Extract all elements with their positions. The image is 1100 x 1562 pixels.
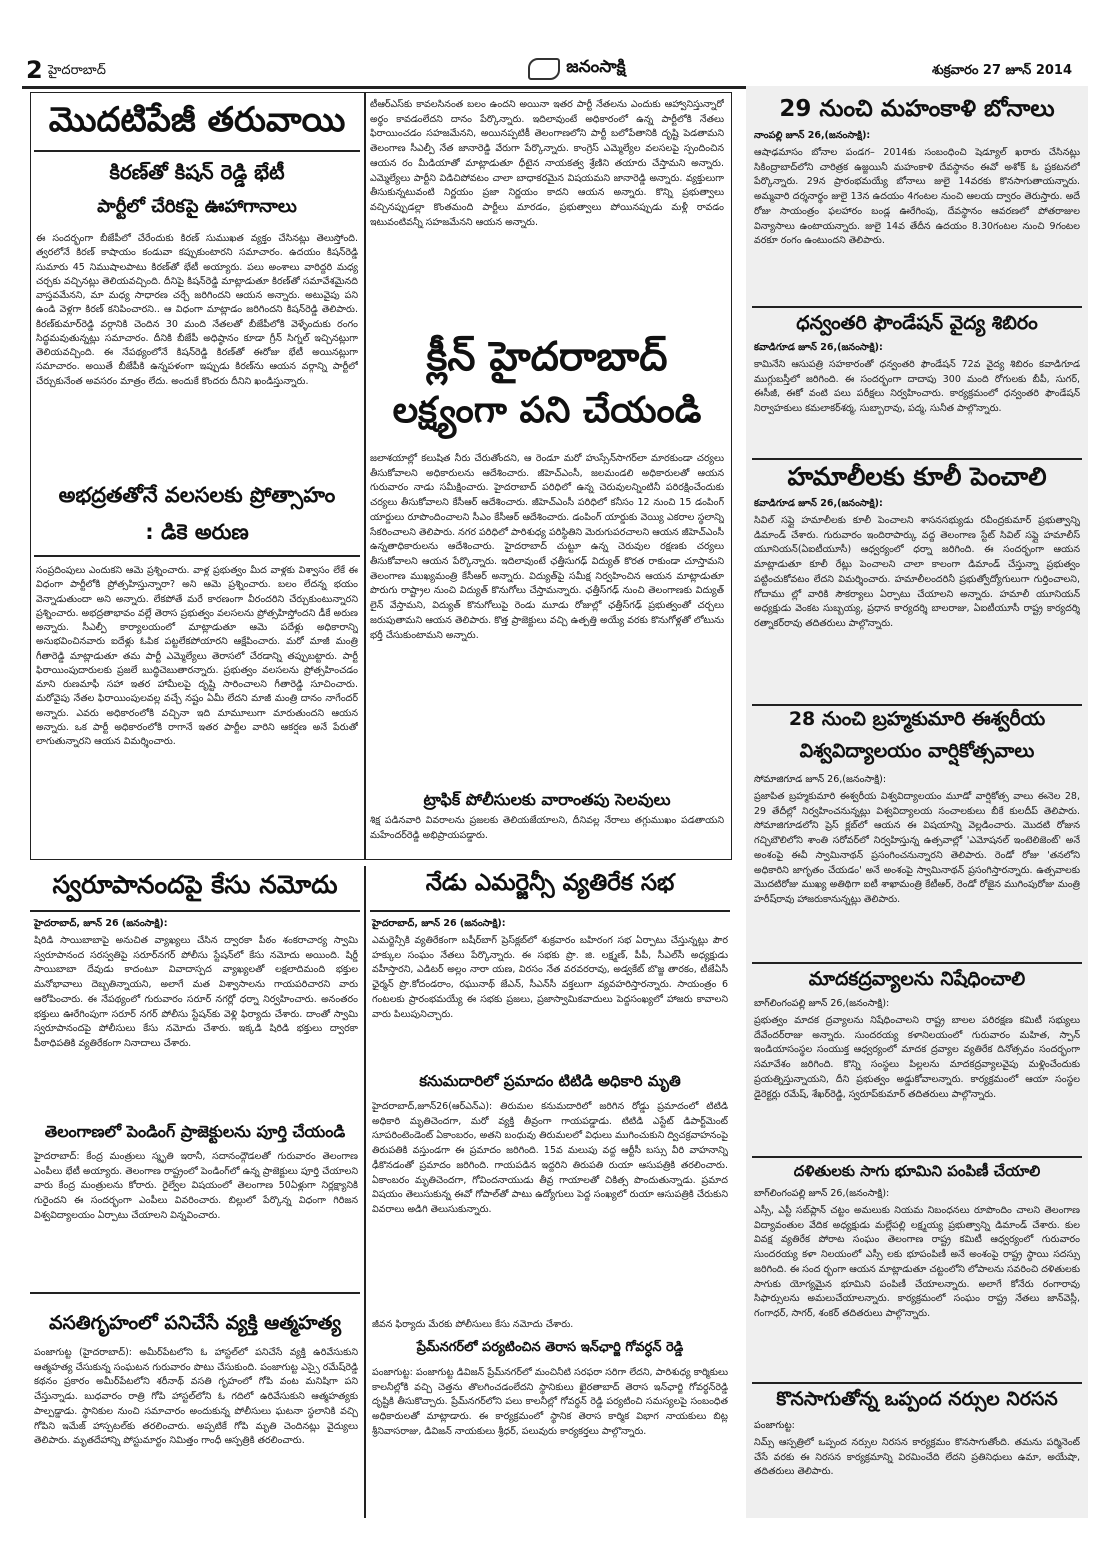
logo-mark-icon — [528, 58, 560, 80]
nurses-protest-dateline: పంజాగుట్ట: — [754, 1420, 795, 1431]
hamali-dateline: కవాడిగూడ జూన్ 26,(జనంసాక్షి): — [754, 498, 883, 509]
hostel-suicide-body: పంజాగుట్ట (హైదరాబాద్): అమీర్‌పేటలోని ఓ హాస్టల్‌లో పనిచేసే వ్యక్తి ఉరివేసుకుని ఆత్మహత్య చేసుకున్న సంఘటన గురువారం పొటు చేసుకుంది. పంజాగుట్ట ఎస్సై రమేష్‌రెడ్డి కథనం ప్రకారం అమీర్‌పేటలోని శరీనాథ్ వసతి గృహంలో గోపి వంట మనిషిగా పని చేస్తున్నాడు. బుధవారం రాత్రి గోపి హాస్టల్‌లోని ఓ గదిలో ఉరివేసుకుని ఆత్మహత్యకు పాల్పడ్డాడు. స్థానికుల నుంచి సమాచారం అందుకున్న పోలీసులు ఘటనా స్థలానికి వచ్చి గోపిని ఇమేజ్ హాస్పటల్‌కు తరలించారు. అప్పటికే గోపి మృతి చెందినట్లు వైద్యులు తెలిపారు. మృతదేహాన్ని పోస్టుమార్టం నిమిత్తం గాంధీ ఆస్పత్రికి తరలించారు. — [34, 1347, 358, 1447]
ttd-accident-body: హైదరాబాద్,జూన్26(ఆర్ఎన్ఎ): తిరుమల కనుమదారిలో జరిగిన రోడ్డు ప్రమాదంలో టిటిడి అధికారి మృతిచెందగా, మరో వ్యక్తి తీవ్రంగా గాయపడ్డాడు. టిటిడి ఎస్టేట్ డిపార్ట్‌మెంట్ సూపరింటెండెంట్ ఏకాంబరం, అతని బంధువు తిరుమలలో విధులు ముగించుకుని ద్విచక్రవాహనంపై తిరుపతికి వస్తుండగా ఈ ప్రమాదం జరిగింది. 15వ మలుపు వద్ద ఆర్టీసీ బస్సు వీరి వాహనాన్ని ఢీకొనడంతో ప్రమాదం జరిగింది. గాయపడిన ఇద్దరిని తిరుపతి రుయా ఆసుపత్రికి తరలించారు. ఏకాంబరం మృతిచెందగా, గోవిందనాయుడు తీవ్ర గాయాలతో చికిత్స పొందుతున్నాడు. ప్రమాద విషయం తెలుసుకున్న ఈవో గోపాల్‌తో పాటు ఉద్యోగులు పెద్ద సంఖ్యలో రుయా ఆసుపత్రికి చేరుకుని వివరాలు అడిగి తెలుసుకున్నారు. — [372, 1101, 728, 1216]
pending-projects-headline: తెలంగాణలో పెండింగ్ ప్రాజెక్టులను పూర్తి చేయండి — [44, 1122, 346, 1141]
banner-rule — [34, 150, 360, 152]
clean-hyderabad-headline: క్లీన్ హైదరాబాద్ — [426, 334, 668, 380]
brahmakumari-subheadline: విశ్వవిద్యాలయం వార్షికోత్సవాలు — [799, 740, 1035, 762]
brahmakumari-headline: 28 నుంచి బ్రహ్మకుమారి ఈశ్వరీయ — [788, 708, 1046, 730]
column-divider — [364, 92, 366, 860]
banner-title: మొదటిపేజీ తరువాయి — [48, 100, 346, 140]
logo-text: జనంసాక్షి — [566, 57, 626, 77]
premnagar-headline: ప్రేమ్‌నగర్‌లో పర్యటించిన తెరాస ఇన్‌ఛార్జి గోవర్ధన్ రెడ్డి — [416, 1340, 684, 1355]
masthead — [22, 56, 1078, 86]
logo — [502, 56, 652, 82]
ttd-accident-headline: కనుమదారిలో ప్రమాదం టిటిడి అధికారి మృతి — [419, 1072, 681, 1090]
bonalu-body: ఆషాఢమాసం బోనాల పండగ– 2014కు సంబంధించి షెడ్యూల్ ఖరారు చేసినట్లు సికింద్రాబాద్‌లోని చారిత్రక ఉజ్జయినీ మహంకాళి దేవస్థానం ఈవో అశోక్ ఓ ప్రకటనలో పేర్కొన్నారు. 29న ప్రారంభమయ్యే బోనాలు జులై 14వరకు కొనసాగుతాయన్నారు. అమ్మవారి దర్శనార్థం జులై 13న ఉదయం 4గంటల నుంచి ఆలయ ద్వారం తెరుస్తారు. అదే రోజు సాయంత్రం ఫలహారం బండ్ల ఊరేగింపు, దేవస్థానం ఆవరణలో పోతరాజుల విన్యాసాలు ఉంటాయన్నారు. జులై 14వ తేదీన ఉదయం 8.30గంటల నుంచి 9గంటల వరకూ రంగం ఉంటుందని తెలిపారు. — [754, 147, 1080, 247]
hostel-suicide-headline: వసతిగృహంలో పనిచేసే వ్యక్తి ఆత్మహత్య — [48, 1312, 342, 1334]
drugs-headline: మాదకద్రవ్యాలను నిషేధించాలి — [808, 968, 1026, 990]
issue-date: శుక్రవారం 27 జూన్ 2014 — [932, 63, 1072, 78]
aruna-rule — [34, 555, 360, 557]
col-c-rule-5 — [752, 1156, 1082, 1158]
story-kiran-body: ఈ సందర్భంగా బీజేపీలో చేరేందుకు కిరణ్ సుముఖత వ్యక్తం చేసినట్లు తెలుస్తోంది. త్వరలోనే కిరణ్ కాషాయం కండువా కప్పుకుంటారని సమాచారం. ఉదయం కిషన్‌రెడ్డి సుమారు 45 నిముషాలపాటు కిరణ్‌తో భేటీ అయ్యారు. పలు అంశాలు వారిద్దరి మధ్య చర్చకు వచ్చినట్లు తెలియవచ్చింది. దీనిపై కిషన్‌రెడ్డి మాట్లాడుతూ కిరణ్‌తో సమావేశమైనది వాస్తవమేనని, మా మధ్య సాధారణ చర్చే జరిగిందని ఆయన అన్నారు. అటువైపు పని ఉండి వెళ్లగా కిరణ్ కనిపించారని.. ఆ విధంగా మాట్లాడం జరిగిందని కిషన్‌రెడ్డి తెలిపారు. కిరణ్‌కుమార్‌రెడ్డి వర్గానికి చెందిన 30 మంది నేతలతో బీజేపీలోకి వెళ్ళేందుకు రంగం సిద్ధమవుతున్నట్లు సమాచారం. దీనికి బీజేపీ అధిష్ఠానం కూడా గ్రీన్ సిగ్నల్ ఇచ్చినట్లుగా తెలియవచ్చింది. ఈ నేపథ్యంలోనే కిషన్‌రెడ్డి కిరణ్‌తో ఈరోజు భేటీ అయినట్లుగా సమాచారం. అయితే బీజేపీకి ఉన్నపళంగా ఇప్పుడు కిరణ్‌ను ఆయన వర్గాన్ని పార్టీలో చేర్చుకునేంత అవసరం మాత్రం లేదు. అందుకే కొందరు దీనిని ఖండిస్తున్నారు. — [36, 233, 358, 387]
col-c-rule-1 — [752, 306, 1082, 308]
brahmakumari-body: ప్రజాపిత బ్రహ్మకుమారి ఈశ్వరీయ విశ్వవిద్యాలయం మూడో వార్షికోత్స వాలు ఈనెల 28, 29 తేదీల్లో నిర్వహించనున్నట్లు విశ్వవిద్యాలయ సంచాలకులు బీకే కులదీప్ తెలిపారు. సోమాజిగూడలోని ప్రెస్ క్లబ్‌లో ఆయన ఈ విషయాన్ని వెల్లడించారు. మొదటి రోజున గచ్చిబౌలిలోని శాంతి సరోవర్‌లో నిర్వహిస్తున్న ఉత్సవాల్లో 'ఎమోషనల్ ఇంటెలిజెంట్' అనే అంశంపై ఈవీ స్వామినాథన్ ప్రసంగించనున్నారని తెలిపారు. రెండో రోజు 'తనలోని అధికారిని జాగృతం చేయడం' అనే అంశంపై స్వామినాథన్ ప్రసంగిస్తారన్నారు. ఉత్సవాలకు మొదటిరోజు ముఖ్య అతిథిగా ఐటీ శాఖామంత్రి కేటీఆర్, రెండో రోజైన ముగింపురోజు మంత్రి హరీష్‌రావు హాజరుకానున్నట్లు తెలిపారు. — [754, 791, 1080, 906]
traffic-police-headline: ట్రాఫిక్ పోలీసులకు వారాంతపు సెలవులు — [423, 790, 671, 809]
lower-column-divider — [364, 866, 366, 1518]
emergency-meeting-body: ఎమర్జెన్సీకి వ్యతిరేకంగా బషీర్‌బాగ్ ప్రెస్‌క్లబ్‌లో శుక్రవారం బహిరంగ సభ ఏర్పాటు చేస్తున్నట్లు పౌర హక్కుల సంఘం నేతలు పేర్కొన్నారు. ఈ సభకు ప్రొ. జి. లక్ష్మణ్, పీపీ, సీఎల్‌సీ అధ్యక్షుడు వహీస్తారని, ఎడిటర్ అల్లం నారా యణ, విరసం నేత వరవరరావు, అడ్వకేట్ బొజ్జ తారకం, టీజేఏసీ ఛైర్మన్ ప్రొ.కోదండరాం, రఘునాథ్ జేఎన్, సీఎన్‌సీ వక్తలుగా వ్యవహరిస్తారన్నారు. సాయంత్రం 6 గంటలకు ప్రారంభమయ్యే ఈ సభకు ప్రజలు, ప్రజాస్వామికవాదులు పెద్దసంఖ్యలో హాజరు కావాలని వారు పిలుపునిచ్చారు. — [372, 935, 728, 1020]
pending-projects-rule — [30, 1292, 360, 1294]
story-kiran-subheadline: పార్టీలో చేరికపై ఊహాగానాలు — [97, 196, 297, 217]
bonalu-headline: 29 నుంచి మహంకాళి బోనాలు — [779, 96, 1055, 122]
ttd-accident-tail: జీవన ఫిర్యాదు మేరకు పోలీసులు కేసు నమోదు చేశారు. — [372, 1319, 574, 1330]
page-number: 2 — [26, 56, 43, 84]
emergency-meeting-headline: నేడు ఎమర్జెన్సీ వ్యతిరేక సభ — [425, 870, 675, 896]
story-aruna-headline: అభద్రతతోనే వలసలకు ప్రోత్సాహం — [58, 483, 336, 507]
brahmakumari-dateline: సోమాజిగూడ జూన్ 26,(జనంసాక్షి): — [754, 774, 887, 785]
col-c-rule-6 — [752, 1382, 1082, 1384]
nurses-protest-body: నిమ్స్ ఆస్పత్రిలో ఒప్పంద నర్సుల నిరసన కార్యక్రమం కొనసాగుతోంది. తమను పర్మినెంట్ చేసే వరకు ఈ నిరసన కార్యక్రమాన్ని విరమించేది లేదని ప్రతినిధులు ఉమా, అయేషా, తదితరులు తెలిపారు. — [754, 1437, 1080, 1478]
drugs-body: ప్రభుత్వం మాదక ద్రవ్యాలను నిషేధించాలని రాష్ట్ర బాలల పరిరక్షణ కమిటీ సభ్యులు దేవేందర్‌రాజు అన్నారు. సుందరయ్య కళానిలయంలో గురువారం మహిత, స్పాన్ ఇండియాసంస్థల సంయుక్త ఆధ్వర్యంలో మాదక ద్రవ్యాల వ్యతిరేక దినోత్సవం సందర్భంగా సమావేశం జరిగింది. కొన్ని సంస్థలు పిల్లలను మాదకద్రవ్యాలవైపు మళ్లించేందుకు ప్రయత్నిస్తున్నాయని, దీని ప్రభుత్వం అడ్డుకోవాలన్నారు. కార్యక్రమంలో ఆయా సంస్థల డైరెక్టర్లు రమేష్, శేఖర్‌రెడ్డి, స్వరూప్‌కుమార్ తదితరులు పాల్గొన్నారు. — [754, 1015, 1080, 1100]
section-name: హైదరాబాద్ — [48, 63, 106, 78]
dhanvantari-headline: ధన్వంతరి ఫౌండేషన్ వైద్య శిబిరం — [796, 312, 1038, 334]
premnagar-body: పంజాగుట్ట: పంజాగుట్ట డివిజన్ ప్రేమ్‌నగర్‌లో మంచినీటి సరఫరా సరిగా లేదని, పారిశుధ్య కార్మికులు కాలనీల్లోకి వచ్చి చెత్తను తొలగించడంలేదని స్థానికులు ఖైరతాబాద్ తెరాస ఇన్‌ఛార్జి గోవర్ధన్‌రెడ్డి దృష్టికి తీసుకొచ్చారు. ప్రేమ్‌నగర్‌లోని పలు కాలనీల్లో గోవర్ధన్ రెడ్డి పర్యటించి సమస్యలపై సంబంధిత అధికారులతో మాట్లాడారు. ఈ కార్యక్రమంలో స్థానిక తెరాస కార్మిక విభాగ నాయకులు బిట్ల శ్రీనివాసరాజు, డివిజన్ నాయకులు శ్రీధర్, పలువురు కార్యకర్తలు పాల్గొన్నారు. — [372, 1367, 728, 1437]
drugs-dateline: బాగ్‌లింగంపల్లి జూన్ 26,(జనంసాక్షి): — [754, 998, 890, 1009]
hamali-headline: హమాలీలకు కూలీ పెంచాలి — [787, 462, 1047, 491]
emergency-meeting-dateline: హైదరాబాద్, జూన్ 26 (జనంసాక్షి): — [372, 918, 506, 929]
clean-hyderabad-body: జలాశయాల్లో కలుషిత నీరు చేరుతోందని, ఆ రెండూ మరో హుస్సేన్‌సాగర్‌లా మారకుండా చర్యలు తీసుకోవాలని అధికారులను ఆదేశించారు. జీహెచ్‌ఎంసీ, జలమండలి అధికారులతో ఆయన గురువారం నాడు సమీక్షించారు. హైదరాబాద్ పరిధిలో ఉన్న చెరువులన్నింటినీ పరిరక్షించేందుకు చర్యలు తీసుకోవాలని కేసీఆర్ ఆదేశించారు. జీహెచ్‌ఎంసీ పరిధిలో కనీసం 12 నుంచి 15 డంపింగ్ యార్డులు రూపొందించాలని సీఎం కేసీఆర్ ఆదేశించారు. డంపింగ్ యార్డుకు వెయ్యి ఎకరాల స్థలాన్ని సేకరించాలని తెలిపారు. నగర పరిధిలో పారిశుధ్య పరిస్థితిని మెరుగుపరచాలని ఆయన జీహెచ్‌ఎంసీ ఉన్నతాధికారులను ఆదేశించారు. హైదరాబాద్ చుట్టూ ఉన్న చెరువుల రక్షణకు చర్యలు తీసుకోవాలని ఆయన పేర్కొన్నారు. ఇదిలావుంటే ఛత్తీసుగఢ్ విద్యుత్ కొరత రాకుండా చూస్తామని తెలంగాణ ముఖ్యమంత్రి కేసీఆర్ అన్నారు. విద్యుత్‌పై సమీక్ష నిర్వహించిన ఆయన మాట్లాడుతూ పొరుగు రాష్ట్రాల నుంచి విద్యుత్ కొనుగోలు చేస్తామన్నారు. ఛత్తీస్‌గఢ్ నుంచి తెలంగాణకు విద్యుత్ లైన్ వేస్తామని, విద్యుత్ కొనుగోలుపై రెండు మూడు రోజుల్లో ఛత్తీస్‌గఢ్ ప్రభుత్వంతో చర్చలు జరుపుతామని ఆయన తెలిపారు. కొత్త ప్రాజెక్టులు వచ్చి ఉత్పత్తి అయ్యే వరకు కొనుగోళ్లతో లోటును భర్తీ చేసుకుంటామని అన్నారు. — [370, 453, 724, 641]
story-kiran-headline: కిరణ్‌తో కిషన్ రెడ్డి భేటీ — [109, 160, 285, 184]
swaroopananda-body: షిరిడి సాయిబాబాపై అనుచిత వ్యాఖ్యలు చేసిన ద్వారకా పీఠం శంకరాచార్య స్వామి స్వరూపానంద సరస్వతిపై సరూర్‌నగర్ పోలీసు స్టేషన్‌లో కేసు నమోదు అయింది. షిర్డీ సాయిబాబా దేవుడు కాదంటూ వివాదాస్పద వ్యాఖ్యలతో లక్షలాదిమంది భక్తుల మనోభావాలు దెబ్బతిన్నాయని, అలాగే మత విశ్వాసాలను గాయపరిచారని వారు ఆరోపించారు. ఈ నేపథ్యంలో గురువారం సరూర్ నగర్లో ధర్నా నిర్వహించారు. అనంతరం భక్తులు ఊరేగింపుగా సరూర్ నగర్ పోలీసు స్టేషన్‌కు వెళ్లి ఫిర్యాదు చేశారు. దాంతో స్వామి స్వరూపానందపై పోలీసులు కేసు నమోదు చేశారు. ఇక్కడి షిరిడి భక్తులు ద్వారకా పీఠాధిపతికి వ్యతిరేకంగా నినాదాలు చేశారు. — [34, 935, 358, 1050]
col-c-rule-4 — [752, 962, 1082, 964]
story-aruna-body: సంప్రదింపులు ఎందుకని ఆమె ప్రశ్నించారు. వాళ్ల ప్రభుత్వం మీద వాళ్లకు విశ్వాసం లేకే ఈ విధంగా పార్టీలోకి ప్రోత్సహిస్తున్నారా? అని ఆమె ప్రశ్నించారు. బలం లేదన్న భయం వెన్నాడుతుందా అని అన్నారు. లేకపోతే మరే కారణంగా వీరందరిని చేర్చుకుంటున్నారని ప్రశ్నించారు. అభద్రతాభావం వల్లే తెరాస ప్రభుత్వం వలసలను ప్రోత్సహిస్తోందని డీకే అరుణ అన్నారు. సీఎల్పీ కార్యాలయంలో మాట్లాడుతూ ఆమె పదేళ్లు అధికారాన్ని అనుభవించినవారు ఐదేళ్లు ఓపిక పట్టలేకపోయారని ఆక్షేపించారు. మరో మాజీ మంత్రి గీతారెడ్డి మాట్లాడుతూ తమ పార్టీ ఎమ్మెల్యేలు తెరాసలో చేరడాన్ని తప్పుబట్టారు. పార్టీ ఫిరాయింపుదారులకు ప్రజలే బుద్ధిచెబుతారన్నారు. ప్రభుత్వం వలసలను ప్రోత్సహించడం మాని రుణమాఫీ సహా ఇతర హామీలపై దృష్టి సారించాలని గీతారెడ్డి సూచించారు. మరోవైపు నేతల ఫిరాయింపులవల్ల వచ్చే నష్టం ఏమీ లేదని మాజీ మంత్రి దానం నాగేందర్ అన్నారు. ఎవరు అధికారంలోకి వచ్చినా ఇది మామూలుగా మారుతుందని ఆయన అన్నారు. ఒక పార్టీ అధికారంలోకి రాగానే ఇతర పార్టీల వారిని ఆకర్షణ అనే పేరుతో లాగుతున్నారని ఆయన విమర్శించారు. — [36, 565, 358, 747]
swaroopananda-rule — [30, 910, 360, 912]
traffic-police-body: శిక్ష పడినవారి వివరాలను ప్రజలకు తెలియజేయాలని, దీనివల్ల నేరాలు తగ్గుముఖం పడతాయని మహేందర్‌రెడ్డి అభిప్రాయపడ్డారు. — [370, 815, 724, 841]
story-aruna-subheadline: : డికె అరుణ — [145, 520, 249, 544]
dalit-land-dateline: బాగ్‌లింగంపల్లి జూన్ 26,(జనంసాక్షి): — [754, 1188, 890, 1199]
story-continuation-body: టీఆర్‌ఎస్‌కు కావలసినంత బలం ఉందని అయినా ఇతర పార్టీ నేతలను ఎందుకు ఆహ్వానిస్తున్నారో అర్థం కావడంలేదని దానం పేర్కొన్నారు. ఇదిలావుంటే అధికారంలో ఉన్న పార్టీలోకి నేతలు ఫిరాయించడం సహజమేనని, అయినప్పటికీ తెలంగాణలోని పార్టీ బలోపేతానికి దృష్టి పెడతామని తెలంగాణ సీఎల్పీ నేత జానారెడ్డి వేరుగా పేర్కొన్నారు. కాంగ్రెస్ ఎమ్మెల్యేల వలసలపై స్పందించిన ఆయన రం మీడియాతో మాట్లాడుతూ ధీటైన నాయకత్వ శ్రేణిని తయారు చేస్తామని అన్నారు. ఎమ్మెల్యేలు పార్టీని విడిచిపోవటం చాలా బాధాకరమైన విషయమని జానారెడ్డి అన్నారు. వ్యక్తులుగా తీసుకున్నటువంటి నిర్ణయం ప్రజా నిర్ణయం కాదని ఆయన అన్నారు. కొన్ని ప్రభుత్వాలు వచ్చినప్పుడల్లా కొంతమంది పార్టీలు మారడం, ప్రభుత్వాలు పోయినప్పుడు మళ్లీ రావడం ఇటువంటివన్నీ సహజమేనని ఆయన అన్నారు. — [370, 99, 724, 228]
col-c-rule-2 — [752, 458, 1082, 460]
col-c-rule-3 — [752, 704, 1082, 706]
pending-projects-body: హైదరాబాద్: కేంద్ర మంత్రులు స్మృతి ఇరానీ, సదానంద్గౌడలతో గురువారం తెలంగాణ ఎంపీలు భేటీ అయ్యారు. తెలంగాణ రాష్ట్రంలో పెండింగ్‌లో ఉన్న ప్రాజెక్టులు పూర్తి చేయాలని వారు కేంద్ర మంత్రులను కోరారు. రైల్వేల విషయంలో తెలంగాణ 50ఏళ్లుగా నిర్లక్ష్యానికి గురైందని ఈ సందర్భంగా ఎంపీలు వివరించారు. బిల్లులో పేర్కొన్న విధంగా గిరిజన విశ్వవిద్యాలయం ఏర్పాటు చేయాలని విన్నవించారు. — [34, 1151, 358, 1221]
dalit-land-body: ఎస్సీ, ఎస్టీ సబ్‌ప్లాన్ చట్టం అమలుకు నియమ నిబంధనలు రూపొందిం చాలని తెలంగాణ విద్యావంతుల వేదిక అధ్యక్షుడు మల్లేపల్లి లక్ష్మయ్య ప్రభుత్వాన్ని డిమాండ్ చేశారు. కుల వివక్ష వ్యతిరేక పోరాట సంఘం తెలంగాణ రాష్ట్ర కమిటీ ఆధ్వర్యంలో గురువారం సుందరయ్య కళా నిలయంలో ఎస్సీ లకు భూపంపిణీ అనే అంశంపై రాష్ట్ర స్థాయి సదస్సు జరిగింది. ఈ సంద ర్భంగా ఆయన మాట్లాడుతూ చట్టంలోని లోపాలను సవరించి దళితులకు సాగుకు యోగ్యమైన భూమిని పంపిణీ చేయాలన్నారు. అలాగే కోనేరు రంగారావు సిఫార్సులను అమలుచేయాలన్నారు. కార్యక్రమంలో సంఘం రాష్ట్ర నేతలు జాన్‌వెస్లీ, గంగాధర్, సాగర్, శంకర్ తదితరులు పాల్గొన్నారు. — [754, 1205, 1080, 1320]
nurses-protest-headline: కొనసాగుతోన్న ఒప్పంద నర్సుల నిరసన — [776, 1388, 1058, 1410]
swaroopananda-dateline: హైదరాబాద్, జూన్ 26 (జనంసాక్షి): — [34, 918, 168, 929]
dalit-land-headline: దళితులకు సాగు భూమిని పంపిణీ చేయాలి — [793, 1162, 1041, 1180]
swaroopananda-headline: స్వరూపానందపై కేసు నమోదు — [52, 870, 338, 899]
clean-hyderabad-subheadline: లక్ష్యంగా పని చేయండి — [392, 390, 702, 431]
emergency-meeting-rule — [370, 910, 730, 912]
dhanvantari-body: కామినేని ఆసుపత్రి సహకారంతో ధన్వంతరి ఫౌండేషన్ 72వ వైద్య శిబిరం కవాడిగూడ ముగ్గుబస్తీలో జరిగింది. ఈ సందర్భంగా దాదాపు 300 మంది రోగులకు బీపీ, సుగర్, ఈసీజీ, ఈకో వంటి పలు పరీక్షలు నిర్వహించారు. కార్యక్రమంలో ధన్వంతరి ఫౌండేషన్ నిర్వాహకులు కమలాకర్‌శర్మ, సుబ్బారావు, పద్మ, సునీత పాల్గొన్నారు. — [754, 359, 1080, 415]
hamali-body: సివిల్ సప్లై హమాలీలకు కూలీ పెంచాలని శాసనసభ్యుడు రవీంద్రకుమార్ ప్రభుత్వాన్ని డిమాండ్ చేశారు. గురువారం ఇందిరాపార్కు వద్ద తెలంగాణ స్టేట్ సివిల్ సప్లై హమాలీస్ యూనియన్(ఏఐటీయూసీ) ఆధ్వర్యంలో ధర్నా జరిగింది. ఈ సందర్భంగా ఆయన మాట్లాడుతూ కూలీ రేట్లు పెంచాలని చాలా కాలంగా డిమాండ్ చేస్తున్నా ప్రభుత్వం పట్టించుకోవటం లేదని విమర్శించారు. హమాలీలందరినీ ప్రభుత్వోద్యోగులుగా గుర్తించాలని, గోదాము ల్లో వారికి సౌకర్యాలు ఏర్పాటు చేయాలని అన్నారు. హమాలీ యూనియన్ అధ్యక్షుడు వెంకట సుబ్బయ్య, ప్రధాన కార్యదర్శి బాలరాజు, ఏఐటీయూసీ రాష్ట్ర కార్యదర్శి రత్నాకర్‌రావు తదితరులు పాల్గొన్నారు. — [754, 515, 1080, 630]
bonalu-dateline: నాంపల్లి జూన్ 26,(జనంసాక్షి): — [754, 130, 871, 141]
dhanvantari-dateline: కవాడిగూడ జూన్ 26,(జనంసాక్షి): — [754, 342, 883, 353]
